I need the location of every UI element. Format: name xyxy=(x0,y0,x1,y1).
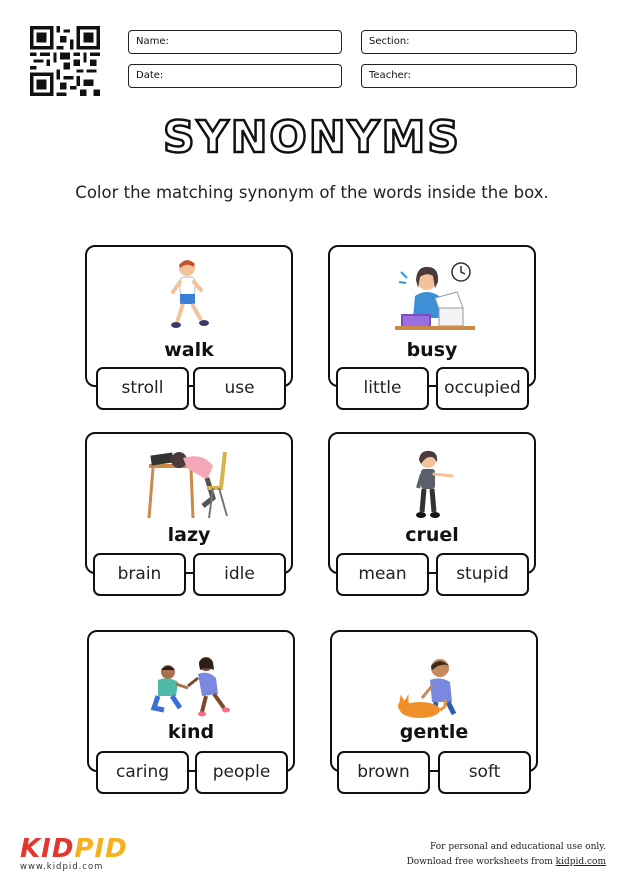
card-word-busy: busy xyxy=(406,339,458,361)
option-mean[interactable]: mean xyxy=(336,553,429,596)
card-word-walk: walk xyxy=(164,339,214,361)
option-little[interactable]: little xyxy=(336,367,429,410)
option-people[interactable]: people xyxy=(195,751,288,794)
section-field[interactable]: Section: xyxy=(361,30,577,54)
name-field[interactable]: Name: xyxy=(128,30,342,54)
boy-walking-illustration xyxy=(165,256,215,334)
girl-busy-desk-illustration xyxy=(395,258,475,334)
teacher-field[interactable]: Teacher: xyxy=(361,64,577,88)
card-word-cruel: cruel xyxy=(405,524,459,546)
option-use[interactable]: use xyxy=(193,367,286,410)
pointing-girl-illustration xyxy=(408,448,458,520)
option-stupid[interactable]: stupid xyxy=(436,553,529,596)
card-word-gentle: gentle xyxy=(399,721,469,743)
site-url: www.kidpid.com xyxy=(20,862,104,872)
option-brain[interactable]: brain xyxy=(93,553,186,596)
option-caring[interactable]: caring xyxy=(96,751,189,794)
lazy-person-illustration xyxy=(147,448,235,520)
option-occupied[interactable]: occupied xyxy=(436,367,529,410)
option-brown[interactable]: brown xyxy=(337,751,430,794)
qr-code xyxy=(30,26,100,96)
usage-note: For personal and educational use only. xyxy=(430,842,606,852)
option-soft[interactable]: soft xyxy=(438,751,531,794)
boy-petting-cat-illustration xyxy=(396,652,472,720)
instruction-text: Color the matching synonym of the words inside the box. xyxy=(75,183,549,202)
option-stroll[interactable]: stroll xyxy=(96,367,189,410)
card-word-kind: kind xyxy=(167,721,215,743)
card-word-lazy: lazy xyxy=(167,524,211,546)
date-field[interactable]: Date: xyxy=(128,64,342,88)
page-title: SYNONYMS xyxy=(163,112,461,163)
children-helping-illustration xyxy=(150,650,236,718)
kidpid-logo: KIDPID xyxy=(20,834,128,864)
download-note: Download free worksheets from kidpid.com xyxy=(406,857,606,867)
kidpid-link[interactable]: kidpid.com xyxy=(555,857,606,867)
option-idle[interactable]: idle xyxy=(193,553,286,596)
